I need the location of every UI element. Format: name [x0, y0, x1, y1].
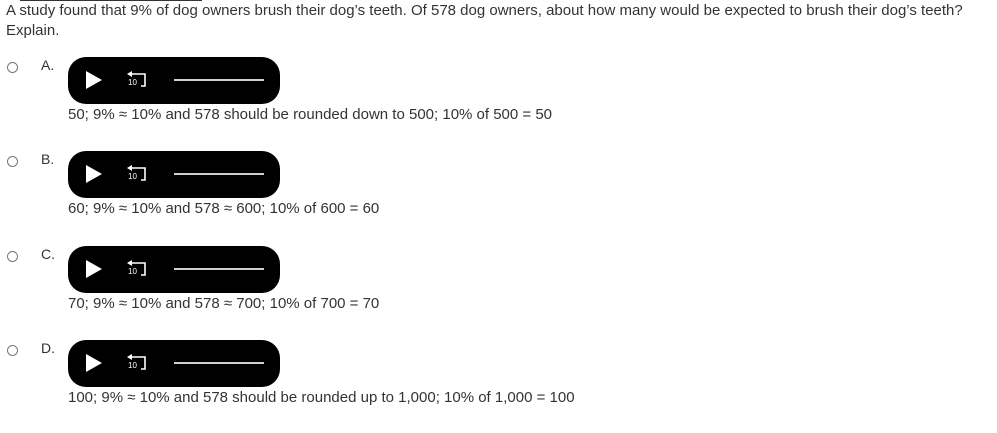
option-letter: B. [41, 151, 55, 167]
audio-progress-bar[interactable] [174, 362, 264, 364]
replay-10-icon[interactable] [126, 70, 148, 90]
option-answer-text: 60; 9% ≈ 10% and 578 ≈ 600; 10% of 600 = 60 [68, 200, 380, 217]
replay-seconds-label: 10 [128, 78, 137, 87]
replay-seconds-label: 10 [128, 172, 137, 181]
radio-button-d[interactable] [7, 345, 18, 356]
audio-player [68, 57, 280, 104]
answer-option-d[interactable] [0, 340, 997, 430]
audio-player [68, 340, 280, 387]
answer-option-c[interactable] [0, 246, 997, 336]
radio-button-b[interactable] [7, 156, 18, 167]
play-icon[interactable] [84, 165, 102, 183]
radio-button-c[interactable] [7, 251, 18, 262]
option-letter: A. [41, 57, 55, 73]
audio-progress-bar[interactable] [174, 173, 264, 175]
question-text: A study found that 9% of dog owners brush their dog’s teeth. Of 578 dog owners, about how many would be expected to brush their dog’s teeth? Explain. [6, 2, 963, 39]
replay-10-icon[interactable] [126, 259, 148, 279]
audio-player [68, 246, 280, 293]
option-answer-text: 100; 9% ≈ 10% and 578 should be rounded up to 1,000; 10% of 1,000 = 100 [68, 389, 575, 406]
play-icon[interactable] [84, 71, 102, 89]
audio-progress-bar[interactable] [174, 268, 264, 270]
replay-seconds-label: 10 [128, 361, 137, 370]
audio-progress-bar[interactable] [174, 79, 264, 81]
replay-seconds-label: 10 [128, 267, 137, 276]
replay-10-icon[interactable] [126, 353, 148, 373]
replay-10-icon[interactable] [126, 164, 148, 184]
answer-option-b[interactable] [0, 151, 997, 241]
option-answer-text: 70; 9% ≈ 10% and 578 ≈ 700; 10% of 700 = 70 [68, 295, 380, 312]
audio-player [68, 151, 280, 198]
answer-option-a[interactable] [0, 57, 997, 147]
option-letter: D. [41, 340, 55, 356]
option-letter: C. [41, 246, 55, 262]
option-answer-text: 50; 9% ≈ 10% and 578 should be rounded down to 500; 10% of 500 = 50 [68, 106, 553, 123]
play-icon[interactable] [84, 354, 102, 372]
play-icon[interactable] [84, 260, 102, 278]
radio-button-a[interactable] [7, 62, 18, 73]
